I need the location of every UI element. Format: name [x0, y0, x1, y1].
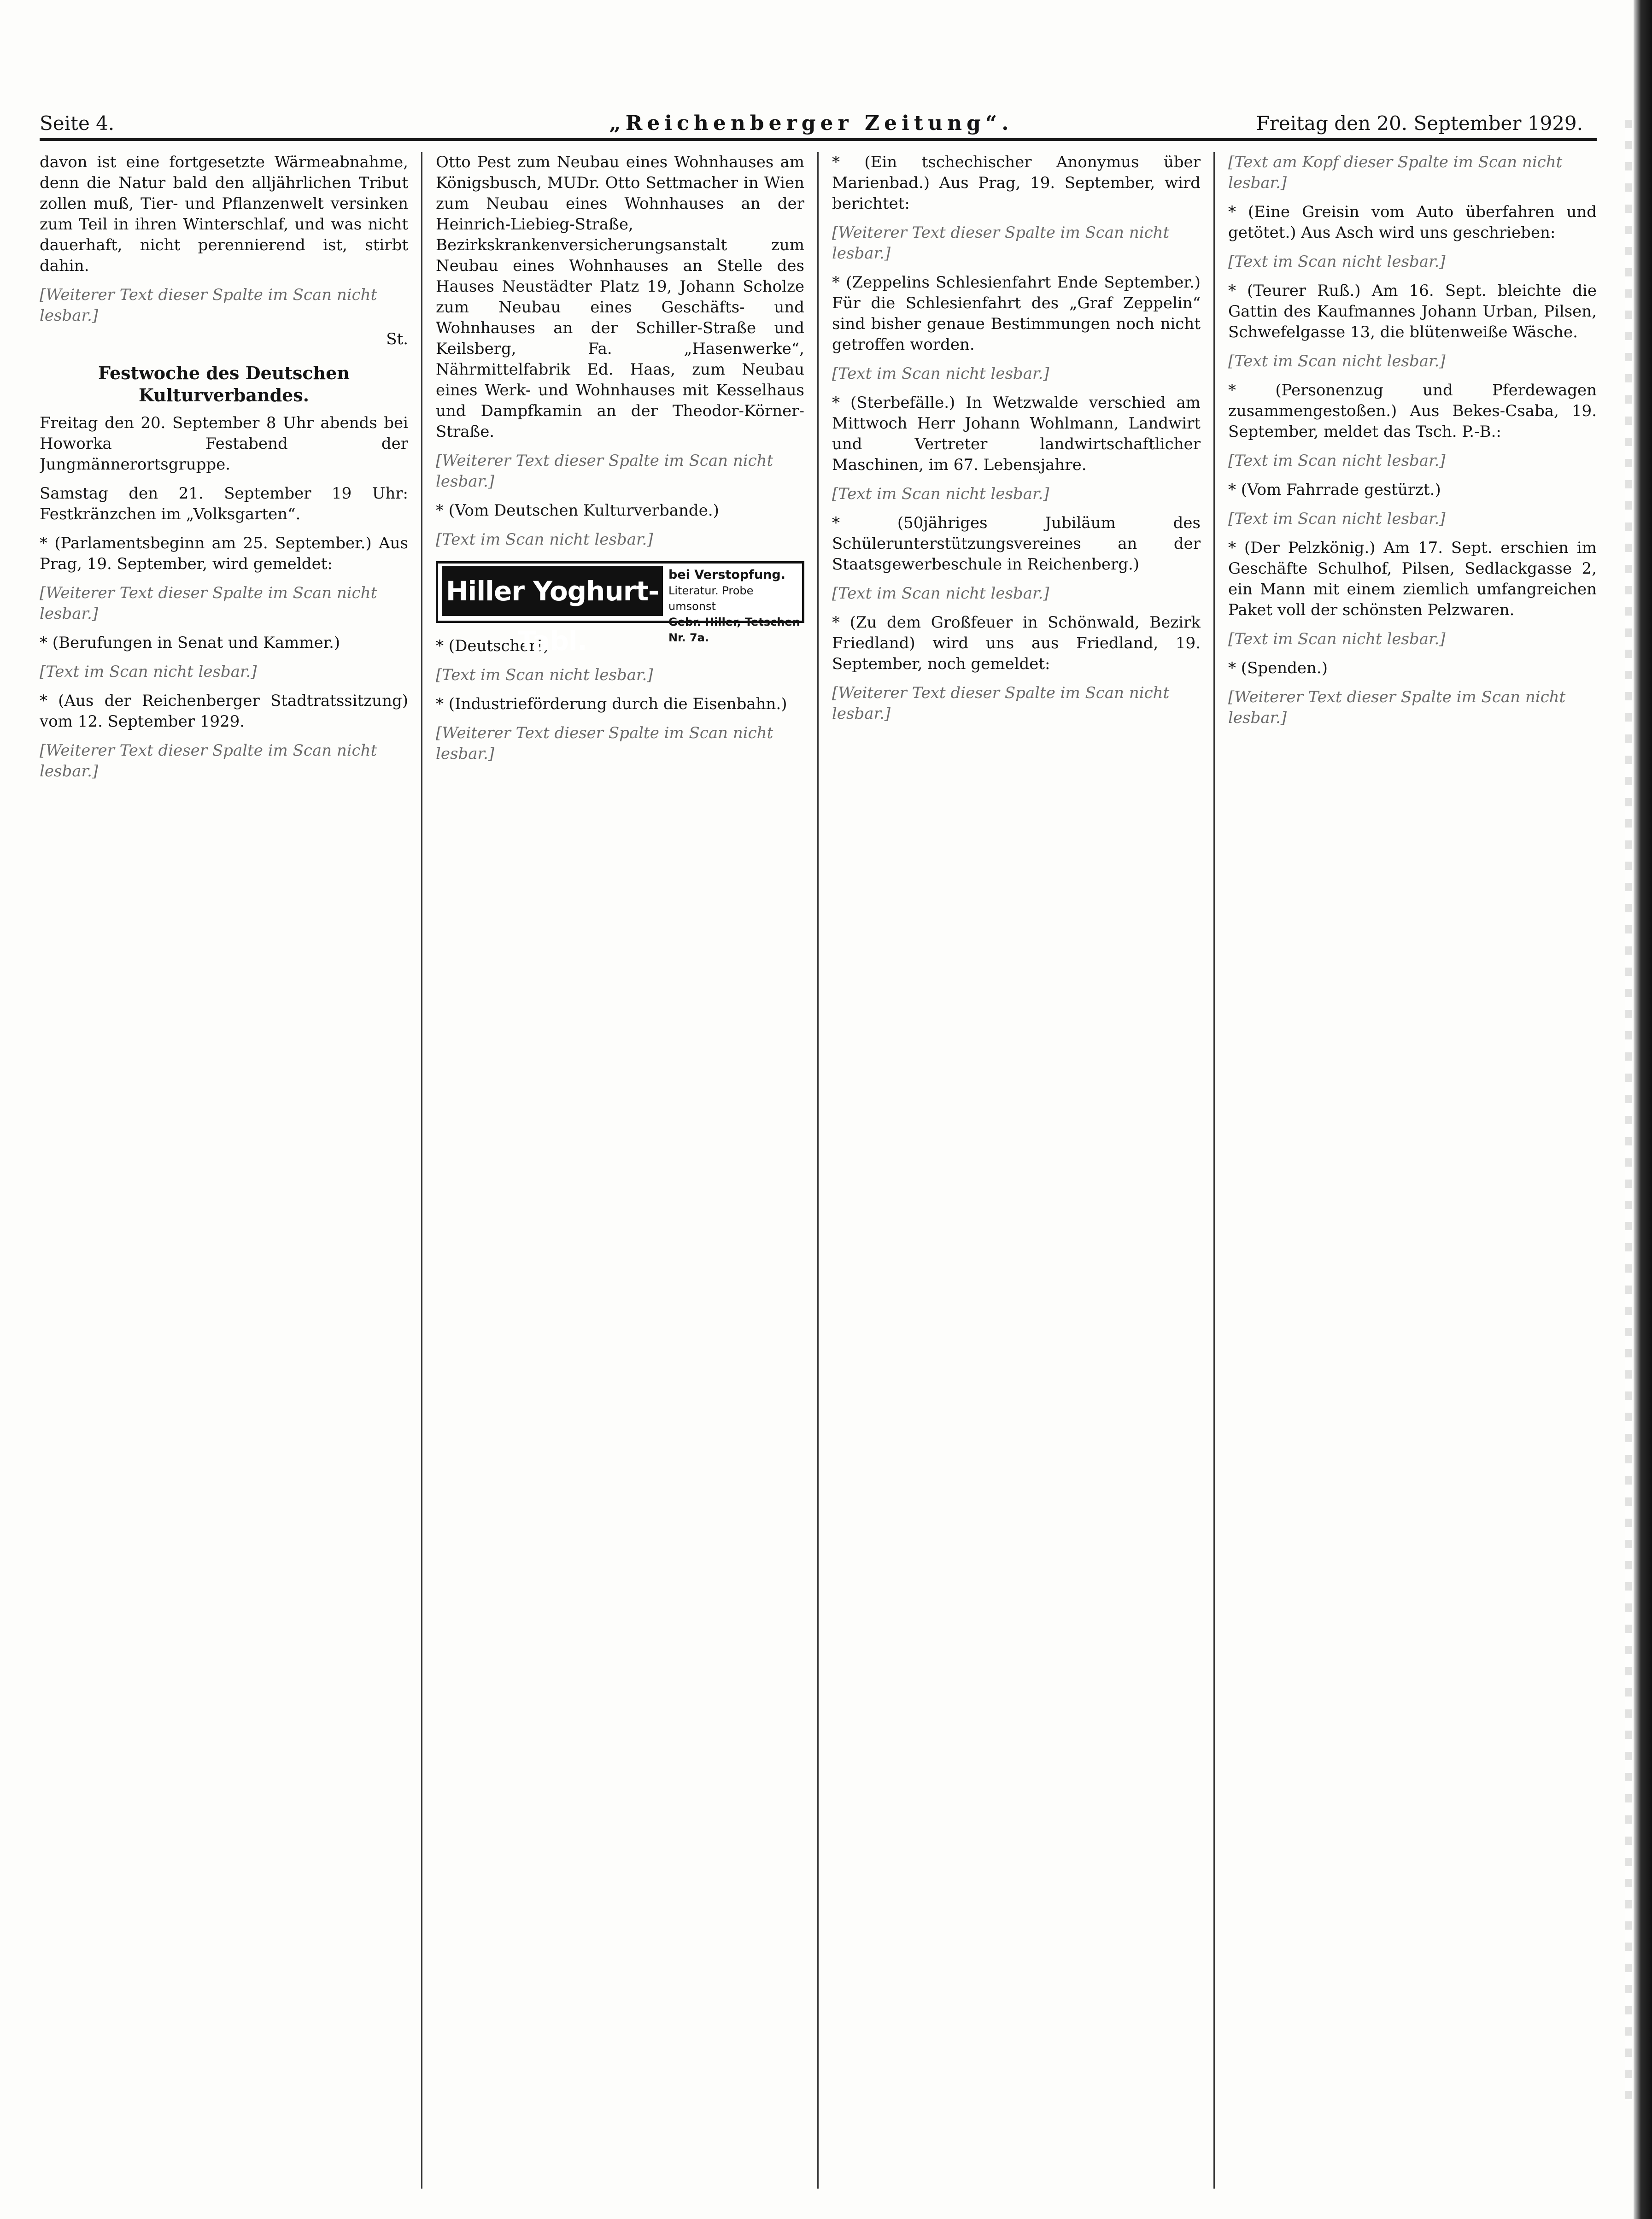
- illegible-note: [Text im Scan nicht lesbar.]: [1228, 630, 1446, 648]
- column-divider: [1213, 152, 1215, 2189]
- scan-edge-mark: [1625, 120, 1632, 2101]
- illegible-note: [Weiterer Text dieser Spalte im Scan nicht lesbar.]: [832, 223, 1170, 263]
- illegible-note: [Weiterer Text dieser Spalte im Scan nicht lesbar.]: [40, 584, 377, 623]
- article-columns: [40, 152, 1597, 2189]
- article-paragraph: * (Industrieförderung durch die Eisenbahn.): [436, 695, 787, 713]
- column-1: [40, 152, 408, 2189]
- page-number: Seite 4.: [40, 112, 115, 135]
- illegible-note: [Weiterer Text dieser Spalte im Scan nicht lesbar.]: [40, 741, 377, 781]
- header-rule: [40, 138, 1597, 141]
- illegible-note: [Weiterer Text dieser Spalte im Scan nicht lesbar.]: [436, 452, 773, 491]
- page-header: [40, 110, 1583, 147]
- article-paragraph: * (Spenden.): [1228, 659, 1328, 677]
- illegible-note: [Text im Scan nicht lesbar.]: [436, 666, 653, 684]
- article-paragraph: * (Ein tschechischer Anonymus über Marienbad.) Aus Prag, 19. September, wird berichtet:: [832, 153, 1201, 213]
- article-paragraph: Freitag den 20. September 8 Uhr abends bei Howorka Festabend der Jungmännerortsgruppe.: [40, 414, 408, 474]
- ad-product-name: Hiller Yoghurt-Tabl.: [442, 566, 663, 616]
- issue-date: Freitag den 20. September 1929.: [1256, 112, 1583, 135]
- scan-edge: [1634, 0, 1652, 2219]
- article-paragraph: * (Aus der Reichenberger Stadtratssitzung) vom 12. September 1929.: [40, 692, 408, 731]
- illegible-note: [Weiterer Text dieser Spalte im Scan nicht lesbar.]: [832, 684, 1170, 723]
- illegible-note: [Text im Scan nicht lesbar.]: [1228, 252, 1446, 271]
- ad-line: Literatur. Probe umsonst: [668, 584, 754, 613]
- article-paragraph: * (Parlamentsbeginn am 25. September.) Aus Prag, 19. September, wird gemeldet:: [40, 534, 408, 573]
- newspaper-title: „Reichenberger Zeitung“.: [609, 112, 1013, 135]
- section-heading: Festwoche des Deutschen Kulturverbandes.: [98, 363, 350, 405]
- article-paragraph: * (Deutscher!): [436, 637, 549, 655]
- article-paragraph: * (Sterbefälle.) In Wetzwalde verschied am Mittwoch Herr Johann Wohlmann, Landwirt und Vertreter landwirtschaftlicher Maschinen, im 67. Lebensjahre.: [832, 393, 1201, 474]
- article-paragraph: Samstag den 21. September 19 Uhr: Festkränzchen im „Volksgarten“.: [40, 484, 408, 523]
- article-paragraph: * (50jähriges Jubiläum des Schülerunterstützungsvereines an der Staatsgewerbeschule in Reichenberg.): [832, 514, 1201, 574]
- ad-line: bei Verstopfung.: [668, 568, 785, 582]
- article-paragraph: * (Zu dem Großfeuer in Schönwald, Bezirk Friedland) wird uns aus Friedland, 19. September, noch gemeldet:: [832, 613, 1201, 673]
- article-paragraph: * (Zeppelins Schlesienfahrt Ende September.) Für die Schlesienfahrt des „Graf Zeppelin“ sind bisher genaue Bestimmungen noch nicht getroffen worden.: [832, 273, 1201, 354]
- column-3: [832, 152, 1201, 2189]
- ad-details: [668, 567, 802, 646]
- illegible-note: [Text im Scan nicht lesbar.]: [40, 663, 257, 681]
- illegible-note: [Weiterer Text dieser Spalte im Scan nicht lesbar.]: [436, 724, 773, 763]
- article-paragraph: * (Eine Greisin vom Auto überfahren und getötet.) Aus Asch wird uns geschrieben:: [1228, 203, 1597, 242]
- illegible-note: [Text im Scan nicht lesbar.]: [832, 584, 1049, 603]
- article-paragraph: * (Personenzug und Pferdewagen zusammengestoßen.) Aus Bekes-Csaba, 19. September, meldet das Tsch. P.-B.:: [1228, 381, 1597, 441]
- column-2: [436, 152, 804, 2189]
- illegible-note: [Text am Kopf dieser Spalte im Scan nicht lesbar.]: [1228, 153, 1563, 192]
- illegible-note: [Weiterer Text dieser Spalte im Scan nicht lesbar.]: [40, 286, 377, 325]
- article-paragraph: * (Der Pelzkönig.) Am 17. Sept. erschien im Geschäfte Schulhof, Pilsen, Sedlackgasse 2, ein Mann mit einem ziemlich umfangreichen Paket voll der schönsten Pelzwaren.: [1228, 539, 1597, 619]
- illegible-note: [Text im Scan nicht lesbar.]: [1228, 452, 1446, 470]
- article-paragraph: * (Vom Deutschen Kulturverbande.): [436, 501, 719, 520]
- column-divider: [817, 152, 819, 2189]
- ad-line: Gebr. Hiller, Tetschen Nr. 7a.: [668, 616, 800, 644]
- article-paragraph: * (Berufungen in Senat und Kammer.): [40, 634, 340, 652]
- illegible-note: [Text im Scan nicht lesbar.]: [436, 530, 653, 549]
- illegible-note: [Text im Scan nicht lesbar.]: [1228, 510, 1446, 528]
- article-paragraph: * (Teurer Ruß.) Am 16. Sept. bleichte die Gattin des Kaufmannes Johann Urban, Pilsen, Schwefelgasse 13, die blütenweiße Wäsche.: [1228, 282, 1597, 341]
- column-4: [1228, 152, 1597, 2189]
- illegible-note: [Text im Scan nicht lesbar.]: [832, 485, 1049, 503]
- article-paragraph: Otto Pest zum Neubau eines Wohnhauses am Königsbusch, MUDr. Otto Settmacher in Wien zum Neubau eines Wohnhauses an der Heinrich-Liebieg-Straße, Bezirkskrankenversicherungsanstalt zum Neubau eines Wohnhauses an Stelle des Hauses Neustädter Platz 19, Johann Scholze zum Neubau eines Geschäfts- und Wohnhauses an der Schiller-Straße und Keilsberg, Fa. „Hasenwerke“, Nährmittelfabrik Ed. Haas, zum Neubau eines Werk- und Wohnhauses mit Kesselhaus und Dampfkamin an der Theodor-Körner-Straße.: [436, 153, 804, 441]
- article-paragraph: * (Vom Fahrrade gestürzt.): [1228, 481, 1441, 499]
- article-paragraph: davon ist eine fortgesetzte Wärmeabnahme, denn die Natur bald den alljährlichen Tribut zollen muß, Tier- und Pflanzenwelt versinken zum Teil in ihren Winterschlaf, und was nicht dauerhaft, nicht perennierend ist, stirbt dahin.: [40, 153, 408, 275]
- author-signature: St.: [386, 330, 408, 348]
- illegible-note: [Text im Scan nicht lesbar.]: [1228, 352, 1446, 370]
- illegible-note: [Weiterer Text dieser Spalte im Scan nicht lesbar.]: [1228, 688, 1566, 727]
- illegible-note: [Text im Scan nicht lesbar.]: [832, 364, 1049, 383]
- column-divider: [421, 152, 422, 2189]
